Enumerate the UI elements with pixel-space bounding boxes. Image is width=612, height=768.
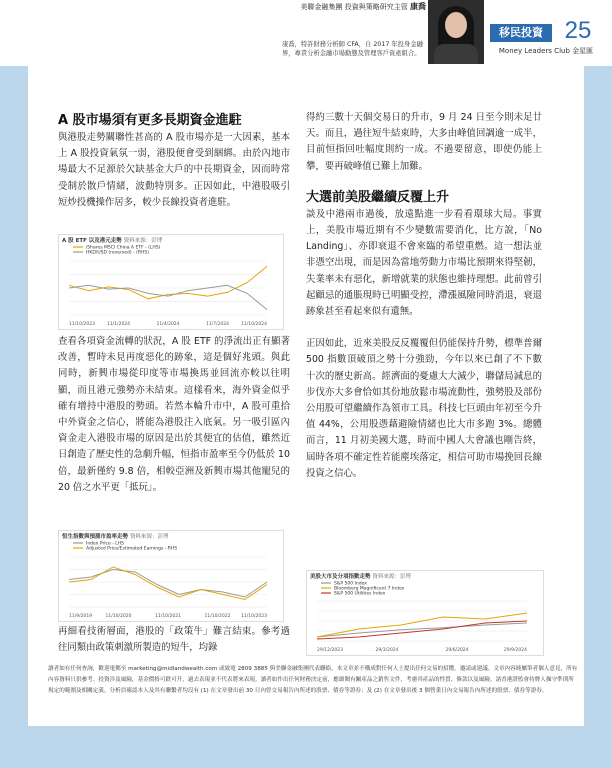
x-tick-label: 11/9/2019	[69, 614, 93, 619]
x-tick-label: 11/1/2024	[106, 322, 131, 327]
left-column-top	[58, 112, 290, 211]
legend-label: HKD/USD (reversed) - (RHS)	[86, 250, 150, 256]
chart-a-share-etf	[58, 234, 284, 330]
author-line	[286, 2, 426, 12]
paragraph-6: 正因如此，近來美股反反覆覆但仍能保持升勢，標準普爾 500 指數頂破頂之勢十分強勁，今年以來已創了不下數十次的歷史新高。經濟面的憂慮大大減少，聯儲局減息的步伐亦大多會恰如其份地放鬆市場流動性，強勢股及部份公用股可望繼續作為領市工具。科技七巨頭由年初至今升值 44%，公用股憑藉避險情緒也比大市多跑 3%。總體而言，11 月初美國大選，時而中國人大會議也剛告終，屆時各項不確定性若能塵埃落定，相信可助市場挽回長線投資之信心。	[306, 338, 542, 479]
chart1-svg	[59, 235, 283, 329]
page-frame-left	[0, 66, 28, 756]
legend-label: Adjusted Price/Estimated Earnings - RHS	[86, 546, 178, 552]
author-title: 美聯金融集團 投資與策略研究主管	[300, 3, 408, 11]
legend-label: Bloomberg Magnificent 7 Index	[334, 586, 405, 592]
chart-us-indices	[306, 570, 544, 656]
paragraph-1: 與港股走勢關聯性甚高的 A 股市場亦是一大因素，基本上 A 股投資氣氛一弱，港股便會受到綑綁。由於內地市場最大不足源於欠缺基金大戶的中長期資金，因而時常受制於散戶情緒，波動特別多。正因如此，中港股吸引短炒投機操作居多，較少長線投資者進駐。	[58, 132, 290, 208]
x-tick-label: 29/3/2024	[375, 648, 399, 653]
x-tick-label: 29/12/2023	[317, 648, 343, 653]
chart-hsi-pe	[58, 530, 284, 622]
x-tick-label: 11/4/2024	[156, 322, 180, 327]
series-line	[69, 266, 267, 298]
heading-us-stocks: 大選前美股繼續反覆上升	[306, 189, 450, 205]
chart1-source: 資料來源：彭博	[123, 238, 163, 244]
x-tick-label: 11/10/2020	[105, 614, 132, 619]
author-name: 康喬	[410, 2, 426, 11]
paragraph-3: 再細看技術層面，港股的「政策牛」難言結束。參考過往同類由政策刺激所製造的短牛，均錄	[58, 626, 290, 654]
right-column	[306, 110, 542, 482]
club-name: Money Leaders Club 金星匯	[498, 47, 594, 55]
x-tick-label: 29/6/2024	[445, 648, 469, 653]
x-tick-label: 11/10/2023	[241, 614, 267, 619]
chart2-svg	[59, 531, 283, 621]
author-bio: 康喬，特許財務分析師 CFA，自 2017 年投身金融界，專責分析金融市場動態及管理客戶資產組合。	[282, 41, 423, 57]
chart2-source: 資料來源：彭博	[129, 534, 169, 540]
page-frame-right	[584, 66, 612, 756]
x-tick-label: 11/10/2021	[155, 614, 181, 619]
page-frame-bottom	[0, 726, 612, 768]
chart3-title: 美股大市及分項指數走勢	[310, 574, 371, 580]
x-tick-label: 11/7/2024	[205, 322, 230, 327]
x-tick-label: 29/9/2024	[503, 648, 527, 653]
page-number: 25	[564, 17, 592, 44]
legend-label: iShares MSCI China A ETF - (LHS)	[86, 245, 161, 251]
author-photo	[428, 0, 484, 64]
legend-label: S&P 500 Index	[334, 581, 367, 587]
x-tick-label: 11/10/2023	[69, 322, 95, 327]
column-badge: 移民投資	[490, 24, 552, 42]
paragraph-5: 談及中港兩市過後，放遠點進一步看看環球大局。事實上，美股市場近期有不少變數需要消化，比方說，「No Landing」、亦即衰退不會來臨的希望重燃。這一想法並非憑空出現，而是因為當地勞動力市場比預期來得堅韌，失業率未有惡化，新增就業的狀態也維持理想。此前曾引起顧忌的通脹現時已明顯受控，滯漲風險同時消退，衰退跡象甚至看起來似有遺無。	[306, 208, 542, 318]
chart3-source: 資料來源：彭博	[372, 574, 411, 580]
left-column-bottom	[58, 624, 290, 656]
left-column-mid	[58, 334, 290, 496]
chart2-title: 恒生指數與預測市盈率走勢	[62, 534, 129, 540]
legend-label: Index Price - LHS	[86, 541, 125, 547]
heading-a-share: A 股市場須有更多長期資金進駐	[58, 113, 242, 128]
disclaimer-footer: 讀者如有任何查詢，歡迎電郵至 marketing@midlandwealth.com 或致電 2809 3885 與美聯金融集團代表聯絡。本文章並不構成對任何人士提出任何交易的招攬。邀請或建議。文章內容純屬筆者個人意見，所有內容資料只供參考。投資涉及風險，基金價格可跌可升，過去表現並不代表將來表現。讀者如作出任何財務決定前，應細閱有關產品之銷售文件，考慮其產品的性質、條款以及風險。諸香港證監會持牌人操守準則所規定的範圍及相關定義，分析員確認本人及其有聯繫者均沒有 (1) 在文章發出前 30 日內曾交易報告內所述的股票、債券等證券；及 (2) 在文章發出後 3 個營業日內交易報告內所述的股票、債券等證券。	[48, 666, 578, 694]
paragraph-4: 得約三數十天個交易日的升市，9 月 24 日至今則未足廿天。而且，過往短牛結束時，大多由峰值回調逾一成半，目前恒指回吐幅度則約一成。不過要留意，即使仍能上攀，要再破峰值已難上加難。	[306, 112, 542, 172]
x-tick-label: 11/10/2022	[204, 614, 231, 619]
legend-label: S&P 500 Utilities Index	[334, 591, 386, 597]
series-line	[69, 570, 267, 598]
chart3-svg	[307, 571, 543, 655]
paragraph-2: 查看各項資金流轉的狀況，A 股 ETF 的淨流出正有顯著改善，暫時未見再度惡化的跡象，這是個好兆頭。與此同時，新興市場從印度等市場換馬並回流亦較以往明顯，而且港元強勢亦未結束。這樣看來，海外資金似乎確有增持中港股的勢頭。若然本輪升市中，A 股可重拾中外資金之信心，將能為港股注入底氣。另一吸引區內資金走入港股市場的原因是出於其便宜的估值，雖然近日創造了歷史性的急劇升幅，恒指市盈率至今仍低於 10 倍，最新僅約 9.8 倍，相較亞洲及新興市場其他寵兒的 20 倍之水平更「抵玩」。	[58, 336, 290, 493]
x-tick-label: 11/10/2024	[241, 322, 267, 327]
chart1-title: A 股 ETF 以及港元走勢	[62, 238, 122, 244]
series-line	[317, 623, 527, 637]
series-line	[317, 621, 527, 639]
